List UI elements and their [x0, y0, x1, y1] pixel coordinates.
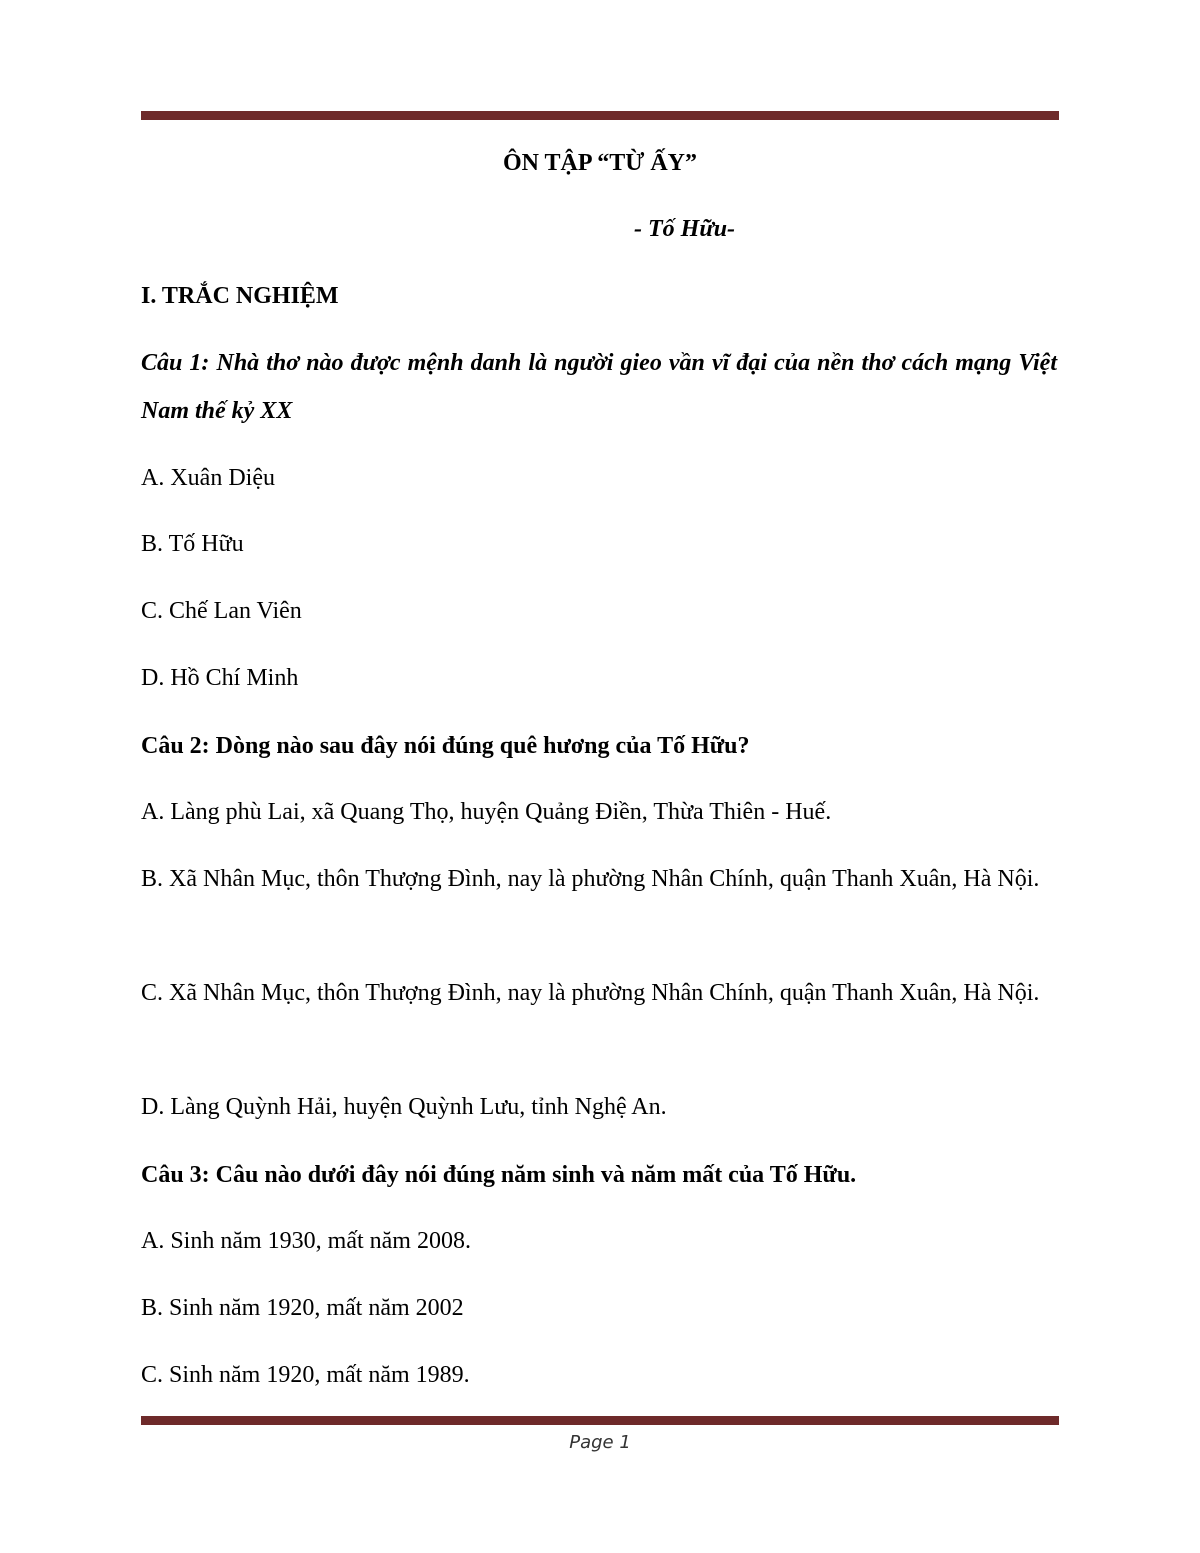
question-3: Câu 3: Câu nào dưới đây nói đúng năm sinh và năm mất của Tố Hữu. — [141, 1162, 857, 1188]
page-number: Page 1 — [569, 1432, 631, 1453]
q2-option-b: B. Xã Nhân Mục, thôn Thượng Đình, nay là phường Nhân Chính, quận Thanh Xuân, Hà Nội. — [141, 866, 1040, 892]
q2-option-a: A. Làng phù Lai, xã Quang Thọ, huyện Quảng Điền, Thừa Thiên - Huế. — [141, 799, 832, 825]
header-rule — [141, 111, 1059, 120]
page-title: ÔN TẬP “TỪ ẤY” — [502, 150, 697, 176]
q1-option-a: A. Xuân Diệu — [141, 465, 275, 491]
question-2: Câu 2: Dòng nào sau đây nói đúng quê hương của Tố Hữu? — [141, 733, 750, 759]
q2-option-c: C. Xã Nhân Mục, thôn Thượng Đình, nay là phường Nhân Chính, quận Thanh Xuân, Hà Nội. — [141, 980, 1040, 1006]
author-line: - Tố Hữu- — [634, 216, 736, 242]
q1-option-b: B. Tố Hữu — [141, 531, 244, 557]
question-1: Câu 1: Nhà thơ nào được mệnh danh là người gieo vần vĩ đại của nền thơ cách mạng Việt Nam thế kỷ XX — [141, 350, 1057, 424]
q1-option-c: C. Chế Lan Viên — [141, 598, 302, 624]
q3-option-a: A. Sinh năm 1930, mất năm 2008. — [141, 1228, 471, 1254]
q3-option-c: C. Sinh năm 1920, mất năm 1989. — [141, 1362, 470, 1388]
q2-option-d: D. Làng Quỳnh Hải, huyện Quỳnh Lưu, tỉnh Nghệ An. — [141, 1094, 667, 1120]
q3-option-b: B. Sinh năm 1920, mất năm 2002 — [141, 1295, 464, 1321]
footer-rule — [141, 1416, 1059, 1425]
section-heading: I. TRẮC NGHIỆM — [141, 283, 339, 309]
q1-option-d: D. Hồ Chí Minh — [141, 665, 299, 691]
